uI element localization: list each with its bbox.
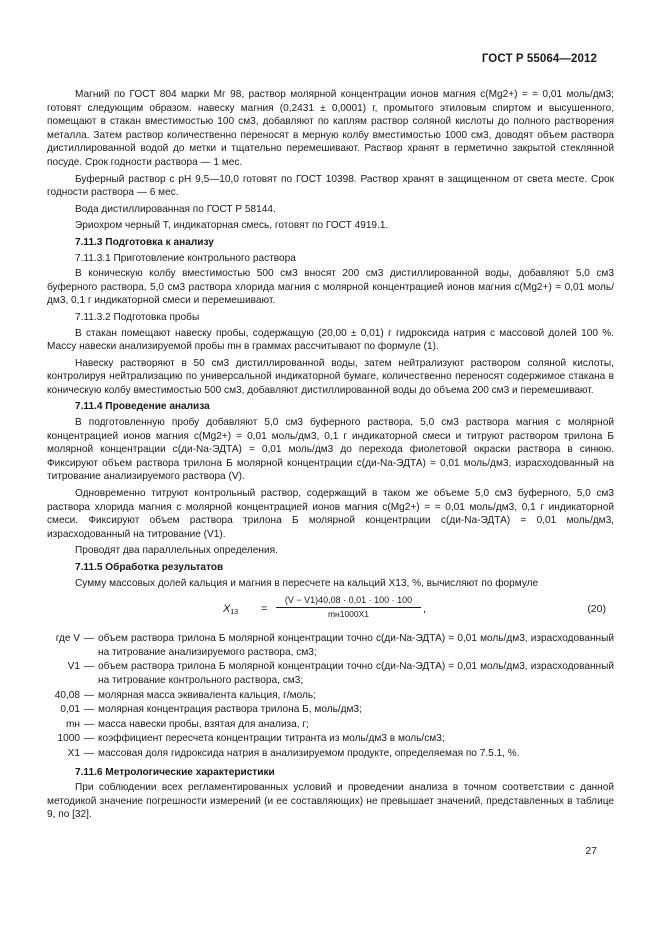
definition-text: массовая доля гидроксида натрия в анализируемом продукте, определяемая по 7.5.1, %. <box>98 747 520 759</box>
formula-equals: = <box>261 603 268 616</box>
definition-dash: — <box>83 704 95 716</box>
paragraph-parallel: Проводят два параллельных определения. <box>75 545 278 557</box>
formula-20 <box>47 594 614 626</box>
definitions-list <box>47 632 614 760</box>
document-header-id: ГОСТ Р 55064—2012 <box>481 53 597 65</box>
section-heading-7-11-3: 7.11.3 Подготовка к анализу <box>75 236 214 248</box>
formula-numerator: (V − V1)40,08 · 0,01 · 100 · 100 <box>276 594 421 608</box>
definition-dash: — <box>83 633 95 645</box>
section-heading-7-11-4: 7.11.4 Проведение анализа <box>75 401 210 413</box>
paragraph-sample-weighing: В стакан помещают навеску пробы, содержащую (20,00 ± 0,01) г гидроксида натрия с массовой долей 100 %. Массу навески анализируемой пробы mн в граммах рассчитывают по формуле (1). <box>47 327 614 353</box>
definition-text: масса навески пробы, взятая для анализа, г; <box>98 718 309 730</box>
paragraph-sample-dissolving: Навеску растворяют в 50 см3 дистиллированной воды, затем нейтрализуют раствором соляной кислоты, контролируя нейтрализацию по универсальной индикаторной бумаге, количественно переносят содержимое стакана в коническую колбу вместимостью 500 см3, добавляют дистиллированной воды до объема 200 см3 и перемешивают. <box>47 357 614 396</box>
formula-trail: , <box>423 603 427 616</box>
definition-dash: — <box>83 733 95 745</box>
definition-symbol: 0,01 <box>60 704 80 716</box>
paragraph-eriochrome: Эриохром черный Т, индикаторная смесь, готовят по ГОСТ 4919.1. <box>75 220 389 232</box>
definition-item <box>47 747 614 761</box>
definition-symbol: V1 <box>67 661 80 673</box>
paragraph-formula-intro: Сумму массовых долей кальция и магния в пересчете на кальций X13, %, вычисляют по формуле <box>75 577 539 589</box>
formula-denominator: mн1000X1 <box>327 609 370 620</box>
section-heading-7-11-6: 7.11.6 Метрологические характеристики <box>75 766 275 778</box>
section-heading-7-11-5: 7.11.5 Обработка результатов <box>75 562 224 573</box>
definition-item <box>47 632 614 659</box>
paragraph-control-solution: В коническую колбу вместимостью 500 см3 вносят 200 см3 дистиллированной воды, добавляют 5,0 см3 буферного раствора, 5,0 см3 раствора хлорида магния с молярной концентрацией ионов магния c(Mg2+) = 0,01 моль/дм3, 0,1 г индикаторной смеси и перемешивают. <box>47 268 614 307</box>
paragraph-metrology: При соблюдении всех регламентированных условий и проведении анализа в точном соответствии с данной методикой значение погрешности измерений (и ее составляющих) не превышает значений, представленных в таблице 9, по [32]. <box>47 782 614 821</box>
definition-item <box>47 718 614 732</box>
page-content <box>47 88 614 825</box>
definition-text: объем раствора трилона Б молярной концентрации точно c(ди-Na-ЭДТА) = 0,01 моль/дм3, израсходованный на титрование анализируемого раствора, см3; <box>98 633 614 658</box>
paragraph-buffer-solution: Буферный раствор с рН 9,5—10,0 готовят по ГОСТ 10398. Раствор хранят в защищенном от света месте. Срок годности раствора — 6 мес. <box>47 173 614 199</box>
paragraph-distilled-water: Вода дистиллированная по ГОСТ Р 58144. <box>75 203 276 215</box>
definition-dash: — <box>83 718 95 730</box>
subsection-heading-7-11-3-2: 7.11.3.2 Подготовка пробы <box>75 311 200 323</box>
formula-number: (20) <box>587 603 606 616</box>
paragraph-control-titration: Одновременно титруют контрольный раствор, содержащий в таком же объеме 5,0 см3 буферного, 5,0 см3 раствора хлорида магния с молярной концентрацией ионов магния c(Mg2+) = = 0,01 моль/дм3, 0,1 г индикаторной смеси. Фиксируют объем раствора трилона Б молярной концентрации c(ди-Na-ЭДТА) = 0,01 моль/дм3, израсходованный на титрование (V1). <box>47 488 614 540</box>
formula-fraction <box>276 594 421 620</box>
definition-dash: — <box>83 661 95 673</box>
paragraph-magnesium-solution: Магний по ГОСТ 804 марки Мг 98, раствор молярной концентрации ионов магния c(Mg2+) = = 0,01 моль/дм3; готовят следующим образом. навеску магния (0,2431 ± 0,0001) г, промытого этиловым спиртом и высушенного, помещают в стакан вместимостью 100 см3, добавляют по каплям раствор соляной кислоты до полного растворения металла. Затем раствор количественно переносят в мерную колбу вместимостью 1000 см3, доводят объем раствора дистиллированной водой до метки и тщательно перемешивают. Раствор хранят в герметично закрытой стеклянной посуде. Срок годности раствора — 1 мес. <box>47 89 614 168</box>
definition-symbol: 1000 <box>57 733 80 745</box>
definition-text: молярная масса эквивалента кальция, г/моль; <box>98 689 316 701</box>
definition-dash: — <box>83 747 95 759</box>
page-number: 27 <box>585 845 597 857</box>
definition-symbol: mн <box>66 718 80 730</box>
definition-text: коэффициент пересчета концентрации титранта из моль/дм3 в моль/см3; <box>98 733 445 745</box>
formula-lhs: $X_{13}$ <box>223 603 239 617</box>
definition-item <box>47 689 614 703</box>
definition-symbol: X1 <box>67 747 80 759</box>
definition-item <box>47 660 614 687</box>
definition-text: объем раствора трилона Б молярной концентрации точно c(ди-Na-ЭДТА) = 0,01 моль/дм3, израсходованный на титрование контрольного раствора, см3; <box>98 661 614 686</box>
definition-symbol: 40,08 <box>54 689 80 701</box>
paragraph-titration: В подготовленную пробу добавляют 5,0 см3 буферного раствора, 5,0 см3 раствора магния с молярной концентрацией ионов магния c(Mg2+) = 0,01 моль/дм3, 0,1 г индикаторной смеси и титруют раствором трилона Б молярной концентрации c(ди-Na-ЭДТА) = 0,01 моль/дм3 до перехода фиолетовой окраски раствора в синюю. Фиксируют объем раствора трилона Б молярной концентрации c(ди-Na-ЭДТА) = 0,01 моль/дм3, израсходованный на титрование анализируемого раствора (V). <box>47 417 614 483</box>
definition-text: молярная концентрация раствора трилона Б, моль/дм3; <box>98 704 362 716</box>
definition-item <box>47 703 614 717</box>
subsection-heading-7-11-3-1: 7.11.3.1 Приготовление контрольного раствора <box>75 252 296 264</box>
definition-symbol: где V <box>55 633 80 645</box>
definition-item <box>47 732 614 746</box>
definition-dash: — <box>83 689 95 701</box>
